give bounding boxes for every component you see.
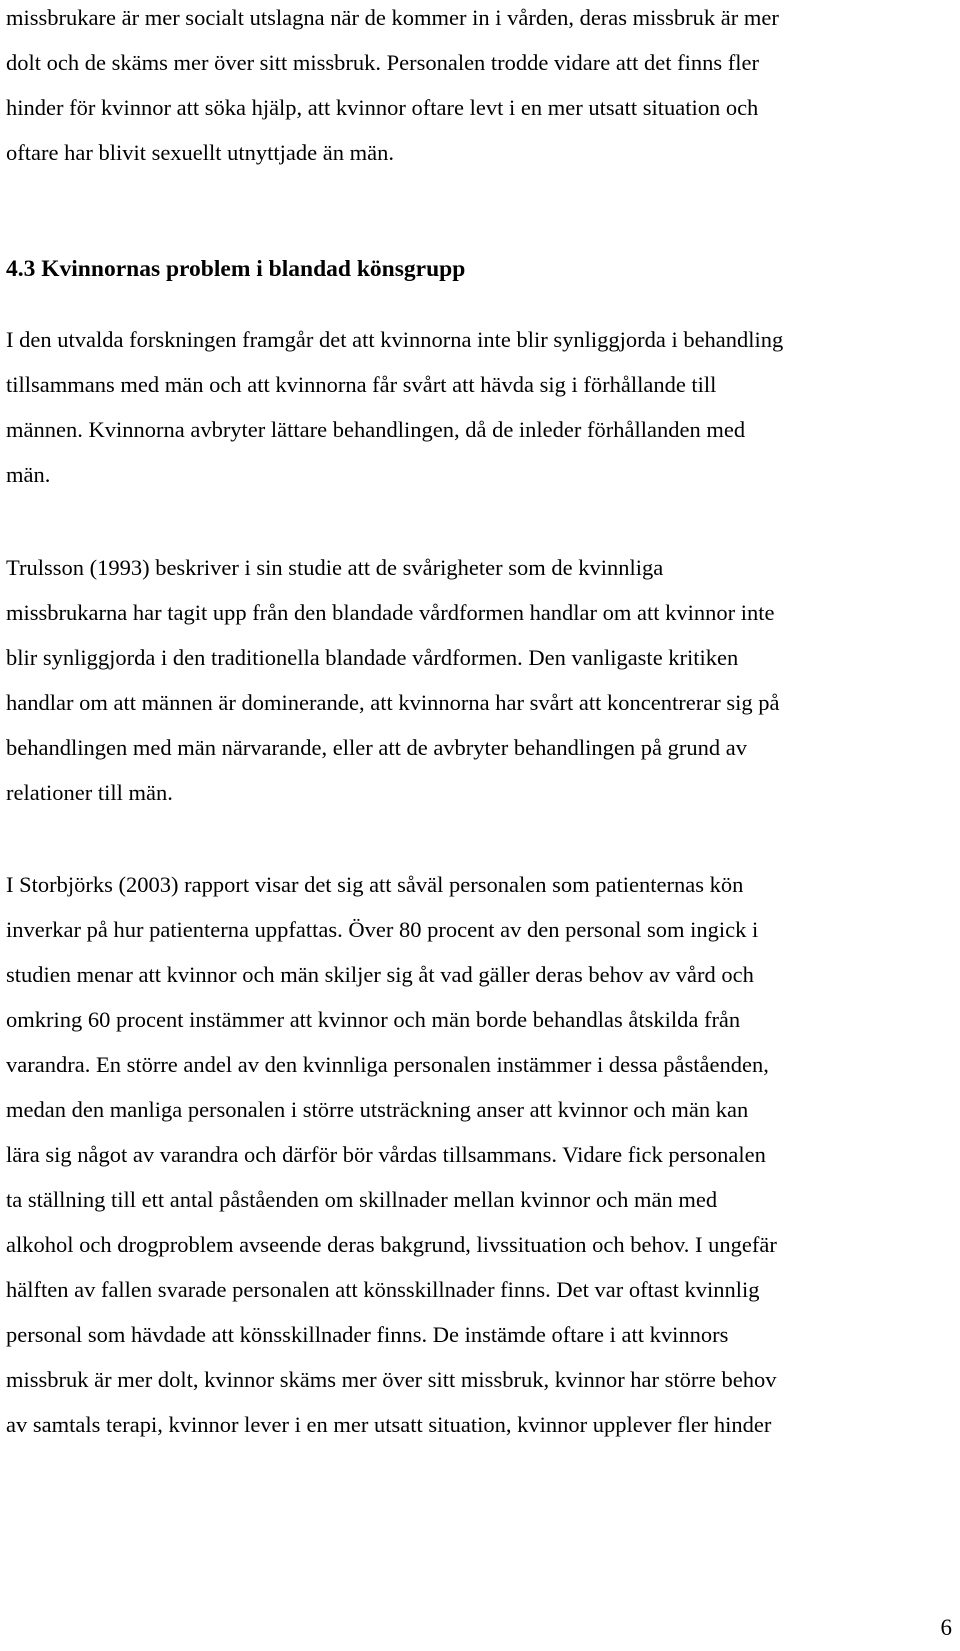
intro-line-4: oftare har blivit sexuellt utnyttjade än män.: [6, 140, 395, 165]
paragraph3-line-4: omkring 60 procent instämmer att kvinnor och män borde behandlas åtskilda från: [6, 1007, 741, 1032]
paragraph3-line-7: lära sig något av varandra och därför bör vårdas tillsammans. Vidare fick personalen: [6, 1142, 766, 1167]
paragraph2-line-1: Trulsson (1993) beskriver i sin studie att de svårigheter som de kvinnliga: [6, 555, 664, 580]
paragraph3-line-6: medan den manliga personalen i större utsträckning anser att kvinnor och män kan: [6, 1097, 749, 1122]
paragraph1-line-1: I den utvalda forskningen framgår det att kvinnorna inte blir synliggjorda i behandling: [6, 327, 784, 352]
paragraph3-line-11: personal som hävdade att könsskillnader finns. De instämde oftare i att kvinnors: [6, 1322, 729, 1347]
page-number: 6: [940, 1615, 952, 1640]
paragraph3-line-10: hälften av fallen svarade personalen att könsskillnader finns. Det var oftast kvinnlig: [6, 1277, 760, 1302]
paragraph1-line-4: män.: [6, 462, 51, 487]
paragraph1-line-3: männen. Kvinnorna avbryter lättare behandlingen, då de inleder förhållanden med: [6, 417, 746, 442]
paragraph3-line-5: varandra. En större andel av den kvinnliga personalen instämmer i dessa påståenden,: [6, 1052, 769, 1077]
intro-line-2: dolt och de skäms mer över sitt missbruk. Personalen trodde vidare att det finns fler: [6, 50, 759, 75]
intro-line-3: hinder för kvinnor att söka hjälp, att kvinnor oftare levt i en mer utsatt situation och: [6, 95, 759, 120]
paragraph2-line-5: behandlingen med män närvarande, eller att de avbryter behandlingen på grund av: [6, 735, 747, 760]
paragraph1-line-2: tillsammans med män och att kvinnorna får svårt att hävda sig i förhållande till: [6, 372, 717, 397]
paragraph2-line-4: handlar om att männen är dominerande, att kvinnorna har svårt att koncentrerar sig på: [6, 690, 780, 715]
paragraph3-line-13: av samtals terapi, kvinnor lever i en mer utsatt situation, kvinnor upplever fler hinder: [6, 1412, 772, 1437]
paragraph3-line-12: missbruk är mer dolt, kvinnor skäms mer över sitt missbruk, kvinnor har större behov: [6, 1367, 777, 1392]
paragraph3-line-8: ta ställning till ett antal påståenden om skillnader mellan kvinnor och män med: [6, 1187, 718, 1212]
section-heading: 4.3 Kvinnornas problem i blandad könsgrupp: [6, 256, 466, 282]
paragraph2-line-2: missbrukarna har tagit upp från den blandade vårdformen handlar om att kvinnor inte: [6, 600, 775, 625]
paragraph3-line-2: inverkar på hur patienterna uppfattas. Över 80 procent av den personal som ingick i: [6, 917, 759, 942]
intro-line-1: missbrukare är mer socialt utslagna när de kommer in i vården, deras missbruk är mer: [6, 5, 779, 30]
paragraph2-line-6: relationer till män.: [6, 780, 173, 805]
paragraph3-line-1: I Storbjörks (2003) rapport visar det sig att såväl personalen som patienternas kön: [6, 872, 744, 897]
paragraph3-line-9: alkohol och drogproblem avseende deras bakgrund, livssituation och behov. I ungefär: [6, 1232, 777, 1257]
paragraph2-line-3: blir synliggjorda i den traditionella blandade vårdformen. Den vanligaste kritiken: [6, 645, 739, 670]
paragraph3-line-3: studien menar att kvinnor och män skiljer sig åt vad gäller deras behov av vård och: [6, 962, 754, 987]
